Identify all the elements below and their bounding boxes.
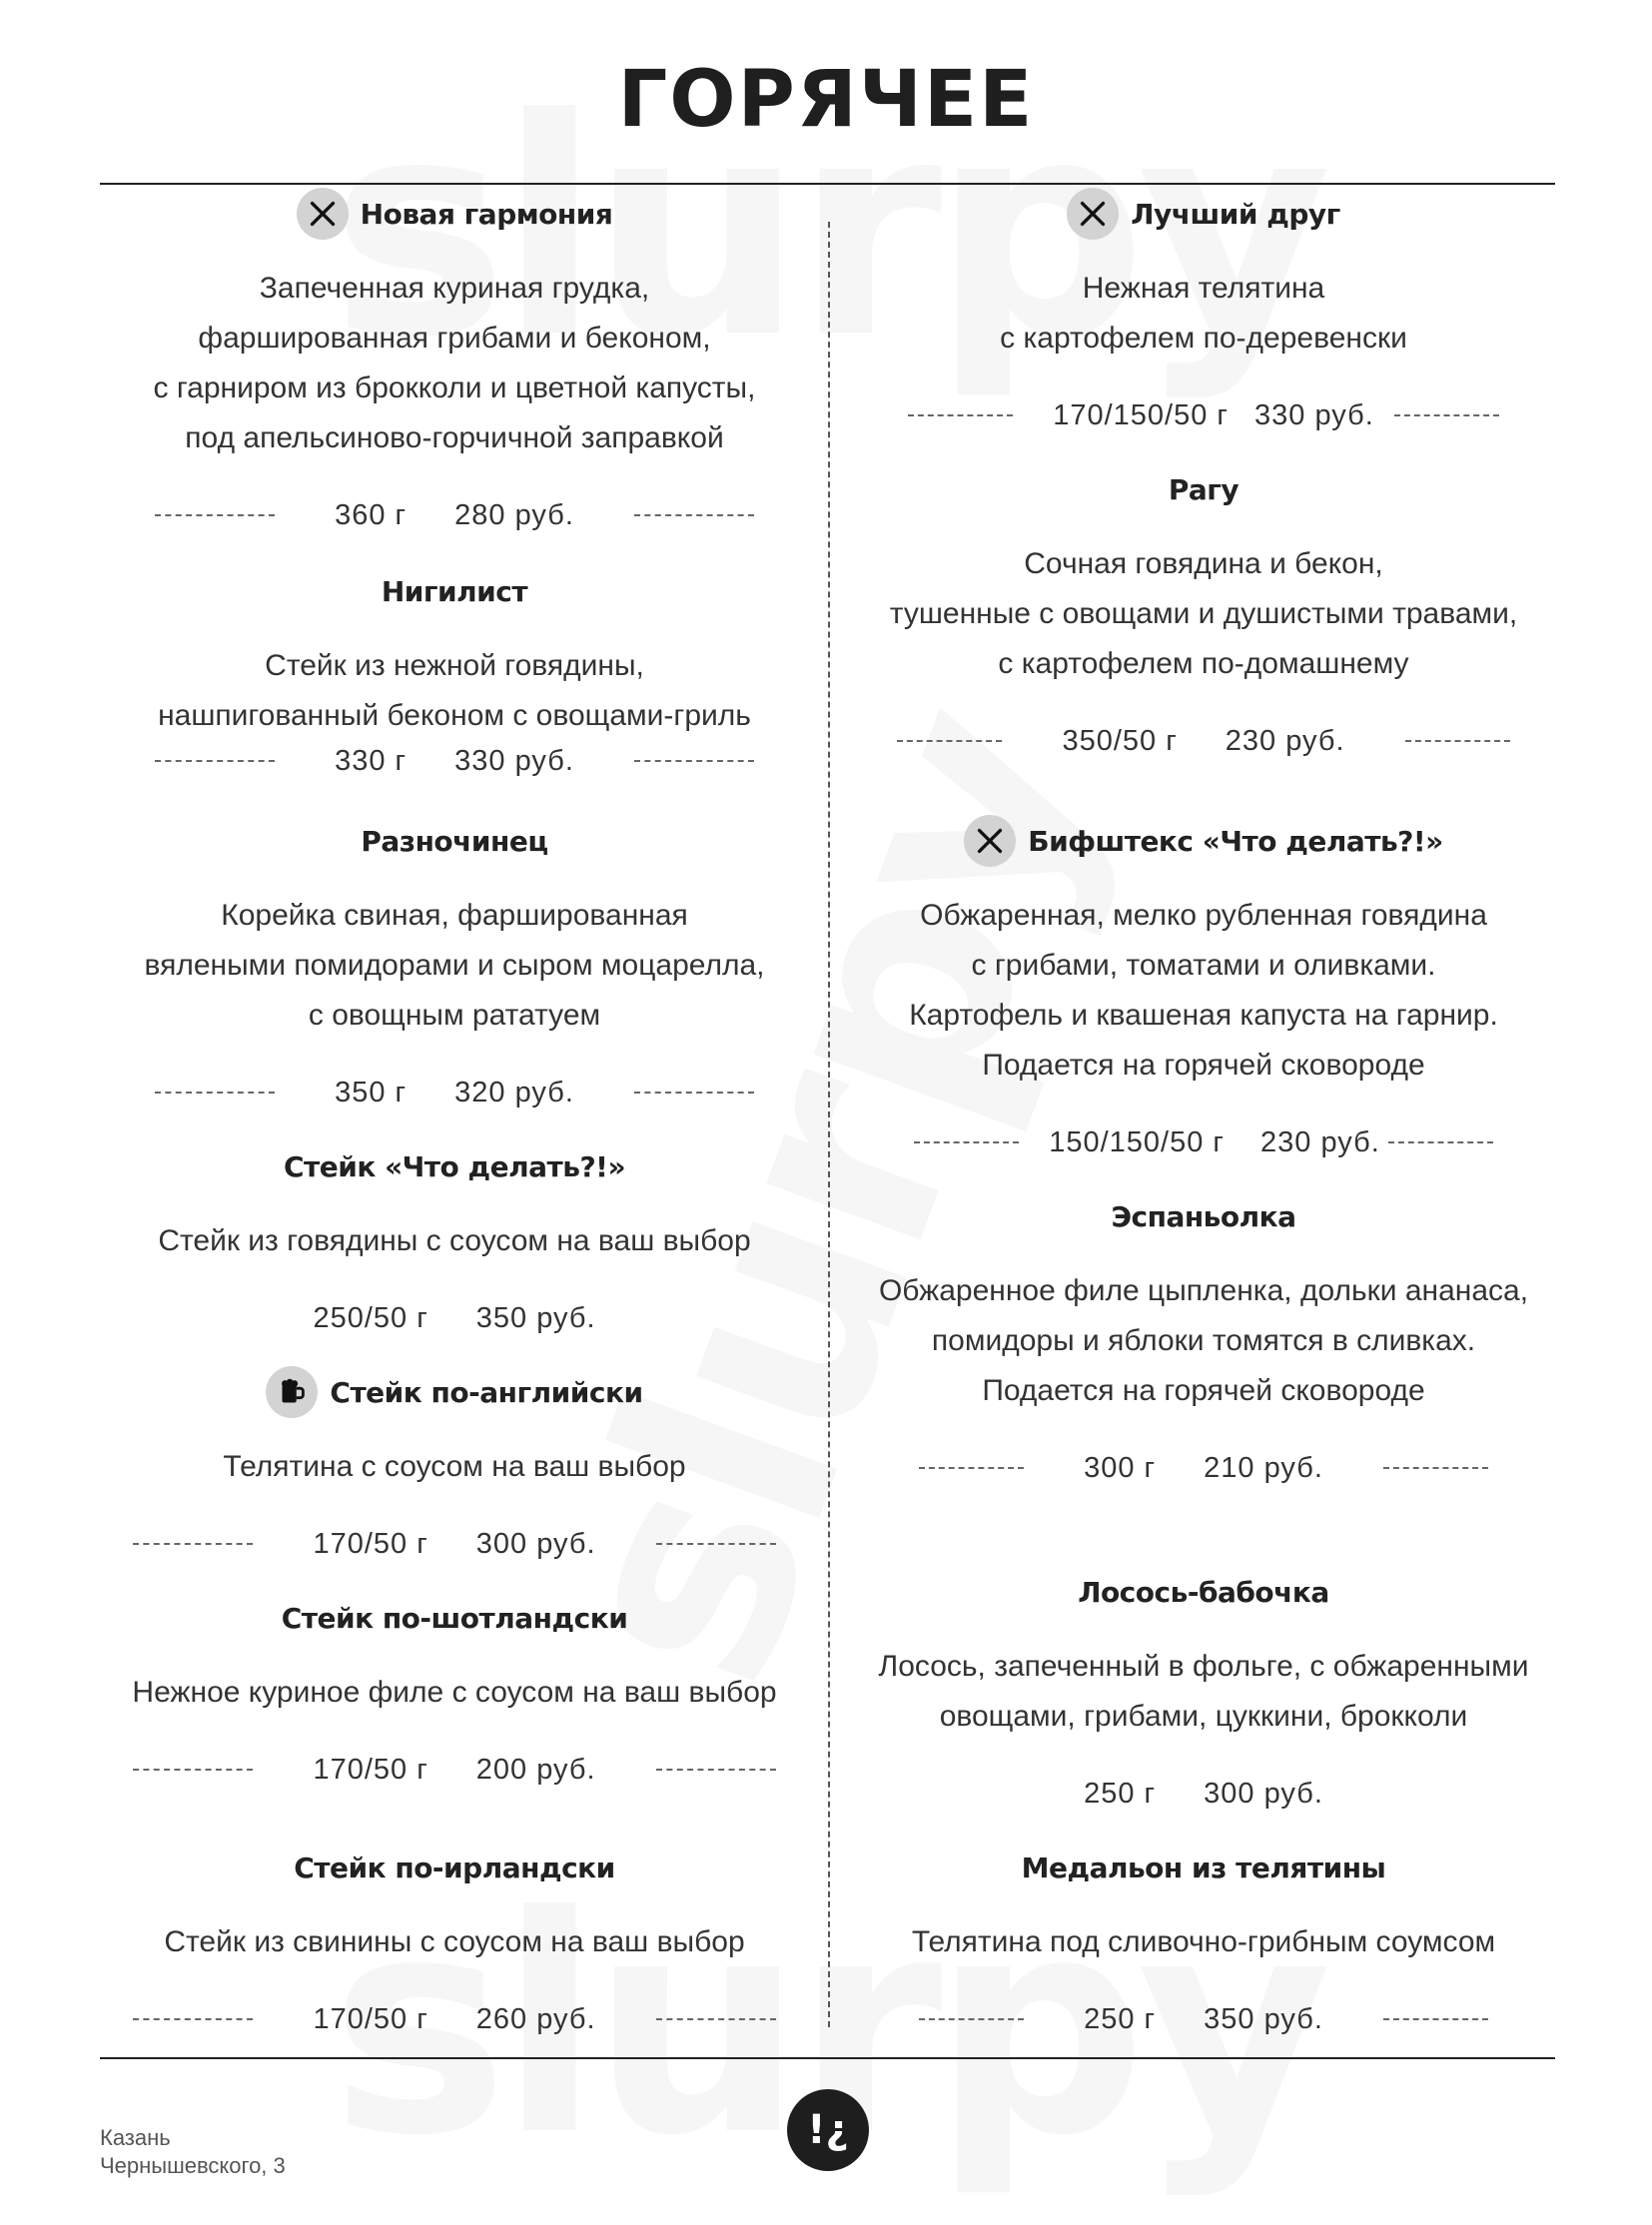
price-row [100, 1298, 809, 1338]
menu-item-description: Обжаренная, мелко рубленная говядина с грибами, томатами и оливками. Картофель и квашеная капуста на гарнир. Подается на горячей сковороде [909, 899, 1498, 1082]
menu-item-name: Лучший друг [1131, 197, 1340, 231]
cutlery-icon [1067, 188, 1119, 240]
menu-item-price: 280 руб. [454, 498, 574, 531]
menu-item-description: Запеченная куриная грудка, фаршированная грибами и беконом, с гарниром из брокколи и цветной капусты, под апельсиново-горчичной заправкой [153, 272, 756, 454]
menu-item-weight: 250 г [1084, 2002, 1157, 2035]
menu-item [100, 563, 809, 781]
menu-item-price: 350 руб. [1204, 2002, 1323, 2035]
menu-item [100, 186, 809, 535]
menu-item-name: Новая гармония [360, 197, 613, 231]
menu-item-weight: 300 г [1084, 1451, 1157, 1484]
menu-item-weight: 350/50 г [1062, 724, 1178, 757]
menu-item-price: 330 руб. [1254, 398, 1374, 431]
menu-item-name: Стейк по-шотландски [281, 1601, 628, 1635]
menu-item-weight: 170/50 г [313, 2002, 428, 2035]
menu-item-description: Нежное куриное филе с соусом на ваш выбор [132, 1676, 777, 1709]
page-title: ГОРЯЧЕЕ [617, 55, 1035, 145]
bottom-divider [100, 2057, 1555, 2059]
menu-item-weight: 330 г [335, 744, 408, 777]
menu-item [100, 813, 809, 1112]
menu-item-price: 350 руб. [475, 1301, 596, 1334]
menu-item-description: Стейк из говядины с соусом на ваш выбор [158, 1224, 751, 1257]
menu-item-name: Стейк «Что делать?!» [283, 1149, 626, 1183]
menu-item-price: 320 руб. [454, 1076, 574, 1109]
cutlery-icon [964, 815, 1016, 867]
cutlery-icon [297, 188, 349, 240]
top-divider [100, 183, 1555, 185]
menu-item-description: Нежная телятина с картофелем по-деревенски [1000, 272, 1407, 355]
menu-item [100, 1590, 809, 1790]
price-row [100, 1073, 809, 1112]
menu-item-name: Разночинец [361, 824, 548, 858]
restaurant-logo: !¿ [787, 2089, 869, 2171]
menu-item-price: 210 руб. [1204, 1451, 1323, 1484]
price-row [100, 495, 809, 535]
menu-item-description: Стейк из нежной говядины, нашпигованный беконом с овощами-гриль [158, 649, 751, 732]
menu-item [100, 1364, 809, 1564]
price-row [849, 395, 1558, 435]
menu-item [849, 1564, 1558, 1814]
menu-item-price: 330 руб. [454, 744, 574, 777]
menu-item-weight: 250 г [1084, 1777, 1157, 1810]
menu-item-name: Эспаньолка [1111, 1199, 1296, 1233]
menu-item-description: Стейк из свинины с соусом на ваш выбор [164, 1925, 745, 1958]
menu-item [849, 1188, 1558, 1488]
menu-item-weight: 360 г [335, 498, 408, 531]
menu-item-description: Обжаренное филе цыпленка, дольки ананаса, помидоры и яблоки томятся в сливках. Подается на горячей сковороде [878, 1274, 1529, 1407]
menu-item-description: Телятина с соусом на ваш выбор [223, 1450, 686, 1483]
menu-item [100, 1840, 809, 2039]
column-divider [828, 222, 830, 2027]
menu-item-description: Лосось, запеченный в фольге, с обжаренными овощами, грибами, цуккини, брокколи [878, 1650, 1529, 1733]
menu-item-name: Стейк по-английски [330, 1375, 643, 1409]
price-row [100, 1750, 809, 1790]
menu-item [849, 186, 1558, 435]
menu-item-name: Стейк по-ирландски [294, 1851, 615, 1884]
menu-item-price: 200 руб. [475, 1753, 596, 1786]
menu-item-price: 300 руб. [1204, 1777, 1323, 1810]
menu-item [100, 1138, 809, 1338]
menu-item-weight: 250/50 г [313, 1301, 428, 1334]
menu-item-weight: 150/150/50 г [1049, 1125, 1226, 1158]
menu-item-description: Сочная говядина и бекон, тушенные с овощами и душистыми травами, с картофелем по-домашнему [889, 547, 1518, 680]
menu-item-price: 230 руб. [1260, 1125, 1380, 1158]
menu-item [849, 1840, 1558, 2039]
menu-item [849, 813, 1558, 1162]
price-row [849, 1122, 1558, 1162]
menu-item-price: 260 руб. [475, 2002, 596, 2035]
menu-item-weight: 170/50 г [313, 1753, 428, 1786]
price-row [100, 741, 809, 781]
menu-item-description: Телятина под сливочно-грибным соумсом [911, 1925, 1496, 1958]
price-row [849, 721, 1558, 761]
menu-item-description: Корейка свиная, фаршированная вялеными помидорами и сыром моцарелла, с овощным рататуем [144, 899, 765, 1032]
price-row [849, 1999, 1558, 2039]
beer-mug-icon [266, 1366, 318, 1418]
menu-item-weight: 170/150/50 г [1053, 398, 1230, 431]
menu-item-name: Медальон из телятины [1021, 1851, 1386, 1884]
price-row [100, 1524, 809, 1564]
footer-address: Чернышевского, 3 [100, 2153, 286, 2178]
menu-item-name: Лосось-бабочка [1078, 1575, 1329, 1609]
menu-item-name: Нигилист [381, 574, 528, 608]
menu-item-name: Рагу [1168, 472, 1239, 506]
menu-item-name: Бифштекс «Что делать?!» [1028, 824, 1443, 858]
menu-item [849, 461, 1558, 761]
menu-item-weight: 350 г [335, 1076, 408, 1109]
price-row [849, 1774, 1558, 1814]
price-row [100, 1999, 809, 2039]
price-row [849, 1448, 1558, 1488]
menu-item-price: 300 руб. [475, 1527, 596, 1560]
footer-city: Казань [100, 2125, 171, 2150]
menu-item-price: 230 руб. [1225, 724, 1345, 757]
menu-item-weight: 170/50 г [313, 1527, 428, 1560]
